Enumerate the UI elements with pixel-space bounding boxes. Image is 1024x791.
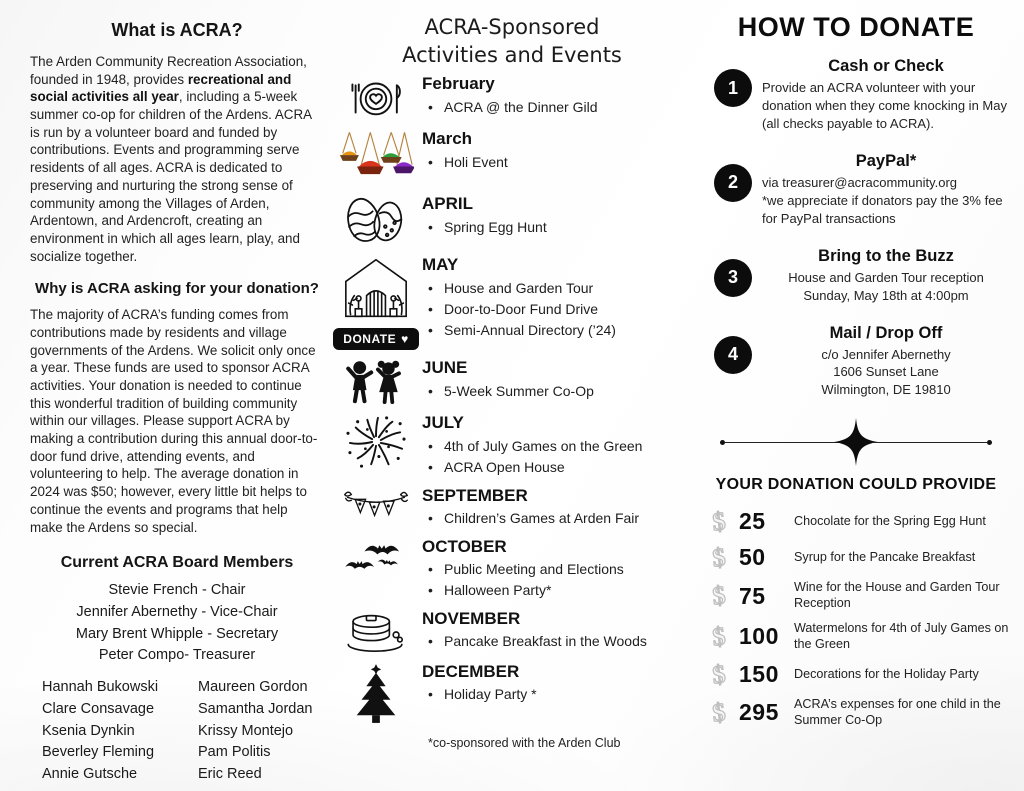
donate-step-cash-or-check — [702, 57, 1010, 133]
about-paragraph — [30, 53, 324, 265]
month-name: DECEMBER — [422, 662, 520, 682]
step-body-line: House and Garden Tour reception — [788, 269, 984, 285]
donate-button[interactable] — [333, 328, 418, 350]
member-name: Clare Consavage — [42, 700, 155, 717]
step-body-line: Provide an ACRA volunteer with your donation when they come knocking in May (all checks payable to ACRA). — [762, 80, 1007, 131]
mail-address-line: 1606 Sunset Lane — [833, 364, 939, 380]
holi-hanging-colors-icon — [338, 130, 414, 186]
donation-tier-row — [708, 580, 1010, 611]
officer-treasurer: Peter Compo- Treasurer — [98, 647, 256, 664]
step-body — [762, 174, 1010, 228]
what-is-acra-title: What is ACRA? — [111, 20, 243, 40]
donation-tier-row — [708, 544, 1010, 571]
officer-chair: Stevie French - Chair — [108, 582, 246, 599]
month-name: JULY — [422, 413, 464, 433]
donation-description: Watermelons for 4th of July Games on the Green — [794, 620, 1009, 651]
how-to-donate-title: HOW TO DONATE — [737, 12, 975, 42]
month-block-april — [330, 193, 694, 247]
divider-line — [872, 442, 987, 444]
member-name: Ksenia Dynkin — [42, 722, 135, 739]
event-item: • House and Garden Tour — [428, 278, 694, 299]
step-number-badge: 1 — [714, 69, 752, 107]
event-item: • Holi Event — [428, 152, 694, 173]
event-item: • 4th of July Games on the Green — [428, 436, 694, 457]
month-block-july — [330, 412, 694, 477]
donation-amount: 100 — [739, 623, 779, 650]
mail-address-line: c/o Jennifer Abernethy — [821, 346, 951, 362]
member-name: Annie Gutsche — [42, 766, 138, 783]
dollar-sign-icon: $ — [710, 620, 727, 652]
board-officers-list — [30, 580, 324, 667]
easter-eggs-icon — [343, 195, 409, 247]
step-number-badge: 4 — [714, 336, 752, 374]
event-item: • Door-to-Door Fund Drive — [428, 299, 694, 320]
donation-amount: 50 — [739, 544, 766, 571]
event-item: • ACRA @ the Dinner Gild — [428, 97, 694, 118]
step-heading: Mail / Drop Off — [829, 323, 943, 342]
dinner-plate-heart-icon — [347, 75, 405, 121]
month-name: NOVEMBER — [422, 609, 521, 629]
donate-column — [694, 0, 1024, 791]
mail-address-line: Wilmington, DE 19810 — [821, 382, 951, 398]
donation-description: Decorations for the Holiday Party — [794, 666, 979, 681]
event-item: • 5-Week Summer Co-Op — [428, 381, 694, 402]
children-icon — [346, 359, 406, 405]
step-body — [762, 79, 1010, 133]
officer-vice-chair: Jennifer Abernethy - Vice-Chair — [76, 603, 278, 620]
member-name: Krissy Montejo — [198, 722, 294, 739]
step-heading: Bring to the Buzz — [818, 246, 954, 265]
activities-title-line1: ACRA-Sponsored — [424, 15, 600, 39]
donation-amount: 25 — [739, 508, 766, 535]
about-column — [0, 0, 330, 791]
member-name: Beverley Fleming — [42, 744, 155, 761]
fireworks-icon — [344, 414, 408, 470]
donation-description: Syrup for the Pancake Breakfast — [794, 549, 976, 564]
event-item: • Pancake Breakfast in the Woods — [428, 631, 694, 652]
board-members-title: Current ACRA Board Members — [60, 554, 294, 572]
month-name: March — [422, 129, 473, 149]
step-number-badge: 2 — [714, 164, 752, 202]
step-heading: Cash or Check — [828, 57, 944, 75]
month-name: APRIL — [422, 194, 473, 214]
board-members-list — [30, 677, 324, 786]
step-body — [762, 346, 1010, 400]
donate-step-mail — [702, 324, 1010, 400]
about-text-pre: The Arden Community Recreation Association, founded in 1948, provides — [30, 54, 307, 87]
donation-description: Chocolate for the Spring Egg Hunt — [794, 513, 986, 528]
member-name: Pam Politis — [198, 744, 271, 761]
month-block-november — [330, 608, 694, 654]
divider-line — [725, 442, 840, 444]
month-name: OCTOBER — [422, 536, 507, 556]
month-name: SEPTEMBER — [422, 485, 528, 505]
donation-tier-row — [708, 661, 1010, 688]
donation-tier-row — [708, 508, 1010, 535]
bats-icon — [343, 538, 409, 588]
officer-secretary: Mary Brent Whipple - Secretary — [75, 625, 279, 642]
step-body — [762, 269, 1010, 305]
pancakes-icon — [345, 610, 407, 654]
event-item: • Halloween Party* — [428, 580, 694, 601]
activities-title — [330, 14, 694, 69]
donate-step-paypal — [702, 152, 1010, 228]
dollar-sign-icon: $ — [710, 506, 727, 537]
donation-amount: 75 — [739, 582, 766, 609]
donation-amount: 295 — [739, 699, 779, 726]
event-item: • Children’s Games at Arden Fair — [428, 508, 694, 529]
why-donation-title: Why is ACRA asking for your donation? — [35, 280, 319, 298]
donation-amount: 150 — [739, 661, 779, 688]
dollar-sign-icon: $ — [710, 697, 727, 728]
donation-tier-row — [708, 697, 1010, 728]
about-text-post: , including a 5-week summer co-op for children of the Ardens. ACRA is run by a volunteer board and funded by contributions. Events and programming serve residents of all ages. ACRA is dedicated to preserving and nurturing the strong sense of community among the Villages of Arden, Ardentown, and Ardencroft, creating an environment in which all ages learn, play, and socialize together. — [30, 89, 312, 264]
month-block-june — [330, 357, 694, 405]
donation-description: ACRA’s expenses for one child in the Summer Co-Op — [794, 697, 1001, 727]
footnote-row — [330, 732, 694, 750]
event-item: • Public Meeting and Elections — [428, 559, 694, 580]
event-item: • Semi-Annual Directory (’24) — [428, 320, 694, 341]
activities-column — [330, 0, 694, 791]
donation-provide-title: YOUR DONATION COULD PROVIDE — [715, 476, 997, 494]
donation-description: Wine for the House and Garden Tour Reception — [794, 580, 1000, 611]
members-column-1 — [42, 677, 172, 786]
member-name: Samantha Jordan — [198, 700, 313, 717]
month-name: MAY — [422, 255, 459, 275]
sparkle-divider — [720, 418, 992, 466]
garden-house-icon — [341, 256, 411, 322]
month-name: JUNE — [422, 358, 468, 378]
month-name: February — [422, 74, 495, 94]
month-block-february — [330, 73, 694, 121]
month-block-march — [330, 128, 694, 186]
step-number-badge: 3 — [714, 259, 752, 297]
why-donation-paragraph: The majority of ACRA’s funding comes from contributions made by residents and village governments of the Ardens. We solicit only once a year. These funds are used to sponsor ACRA activities. Your donation is needed to continue this wonderful tradition of building community within our villages. Please support ACRA by making a contribution during this annual door-to-door fund drive, attending events, and volunteering to help. The average donation in 2024 was $50; however, every little bit helps to continue the events and programs that help make the Ardens so special. — [30, 307, 318, 535]
month-block-may — [330, 254, 694, 350]
activities-title-line2: Activities and Events — [402, 42, 622, 67]
donate-button-label: DONATE — [343, 332, 397, 347]
christmas-tree-icon — [349, 663, 403, 725]
paypal-fee-note: *we appreciate if donators pay the 3% fee for PayPal transactions — [762, 192, 1003, 226]
divider-dot — [987, 440, 992, 445]
member-name: Maureen Gordon — [198, 679, 308, 696]
month-block-december — [330, 661, 694, 725]
dollar-sign-icon: $ — [710, 580, 727, 611]
members-column-2 — [198, 677, 328, 786]
month-block-october — [330, 536, 694, 601]
donation-tier-row — [708, 621, 1010, 652]
member-name: Hannah Bukowski — [42, 679, 159, 696]
cosponsor-footnote: *co-sponsored with the Arden Club — [428, 736, 621, 751]
step-body-line: Sunday, May 18th at 4:00pm — [803, 287, 969, 303]
about-text-bold: recreational and social activities all year — [30, 71, 292, 105]
event-item: • Spring Egg Hunt — [428, 217, 694, 238]
step-heading: PayPal* — [855, 151, 917, 170]
dollar-sign-icon: $ — [710, 659, 727, 690]
heart-icon: ♥ — [401, 332, 409, 347]
paypal-email-text: via treasurer@acracommunity.org — [762, 174, 958, 190]
donate-step-buzz — [702, 247, 1010, 305]
bunting-banner-icon — [341, 487, 411, 523]
dollar-sign-icon: $ — [710, 542, 727, 573]
month-block-september — [330, 485, 694, 529]
event-item: • Holiday Party * — [428, 684, 694, 705]
event-item: • ACRA Open House — [428, 457, 694, 478]
member-name: Eric Reed — [198, 766, 262, 783]
